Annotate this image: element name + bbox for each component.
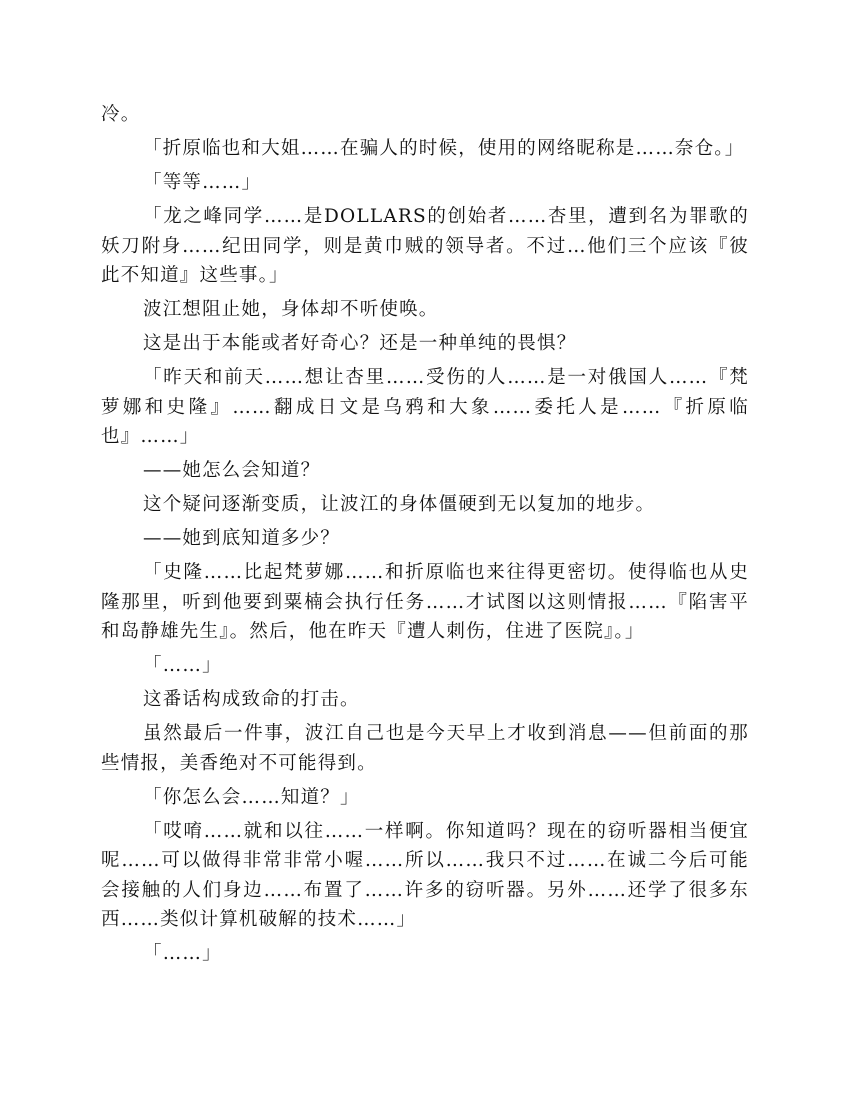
paragraph: 「你怎么会……知道？」 (143, 786, 360, 808)
paragraph: 「昨天和前天……想让杏里……受伤的人……是一对俄国人……『梵萝娜和史隆』……翻成日文是乌鸦和大象……委托人是……『折原临也』……」 (101, 367, 749, 447)
paragraph: 「……」 (143, 943, 222, 964)
paragraph: 「史隆……比起梵萝娜……和折原临也来往得更密切。使得临也从史隆那里，听到他要到粟楠会执行任务……才试图以这则情报……『陷害平和岛静雄先生』。然后，他在昨天『遭人刺伤，住进了医院』。」 (101, 562, 749, 642)
paragraph: 这个疑问逐渐变质，让波江的身体僵硬到无以复加的地步。 (143, 494, 656, 515)
paragraph: 「……」 (143, 655, 222, 676)
paragraph: 虽然最后一件事，波江自己也是今天早上才收到消息——但前面的那些情报，美香绝对不可能得到。 (101, 723, 749, 774)
paragraph: 「龙之峰同学……是DOLLARS的创始者……杏里，遭到名为罪歌的妖刀附身……纪田同学，则是黄巾贼的领导者。不过…他们三个应该『彼此不知道』这些事。」 (101, 206, 749, 286)
paragraph: ——她怎么会知道？ (143, 460, 321, 481)
paragraph: 这番话构成致命的打击。 (143, 689, 360, 710)
paragraph: 波江想阻止她，身体却不听使唤。 (143, 299, 439, 320)
paragraph: 这是出于本能或者好奇心？还是一种单纯的畏惧？ (143, 333, 577, 354)
paragraph: 「哎唷……就和以往……一样啊。你知道吗？现在的窃听器相当便宜呢……可以做得非常非常小喔……所以……我只不过……在诚二今后可能会接触的人们身边……布置了……许多的窃听器。另外……还学了很多东西……类似计算机破解的技术……」 (101, 820, 749, 930)
paragraph: 「等等……」 (143, 172, 262, 193)
body-text (101, 100, 749, 973)
paragraph: 「折原临也和大姐……在骗人的时候，使用的网络昵称是……奈仓。」 (143, 138, 745, 159)
paragraph: ——她到底知道多少？ (143, 528, 341, 549)
paragraph: 冷。 (101, 104, 141, 125)
